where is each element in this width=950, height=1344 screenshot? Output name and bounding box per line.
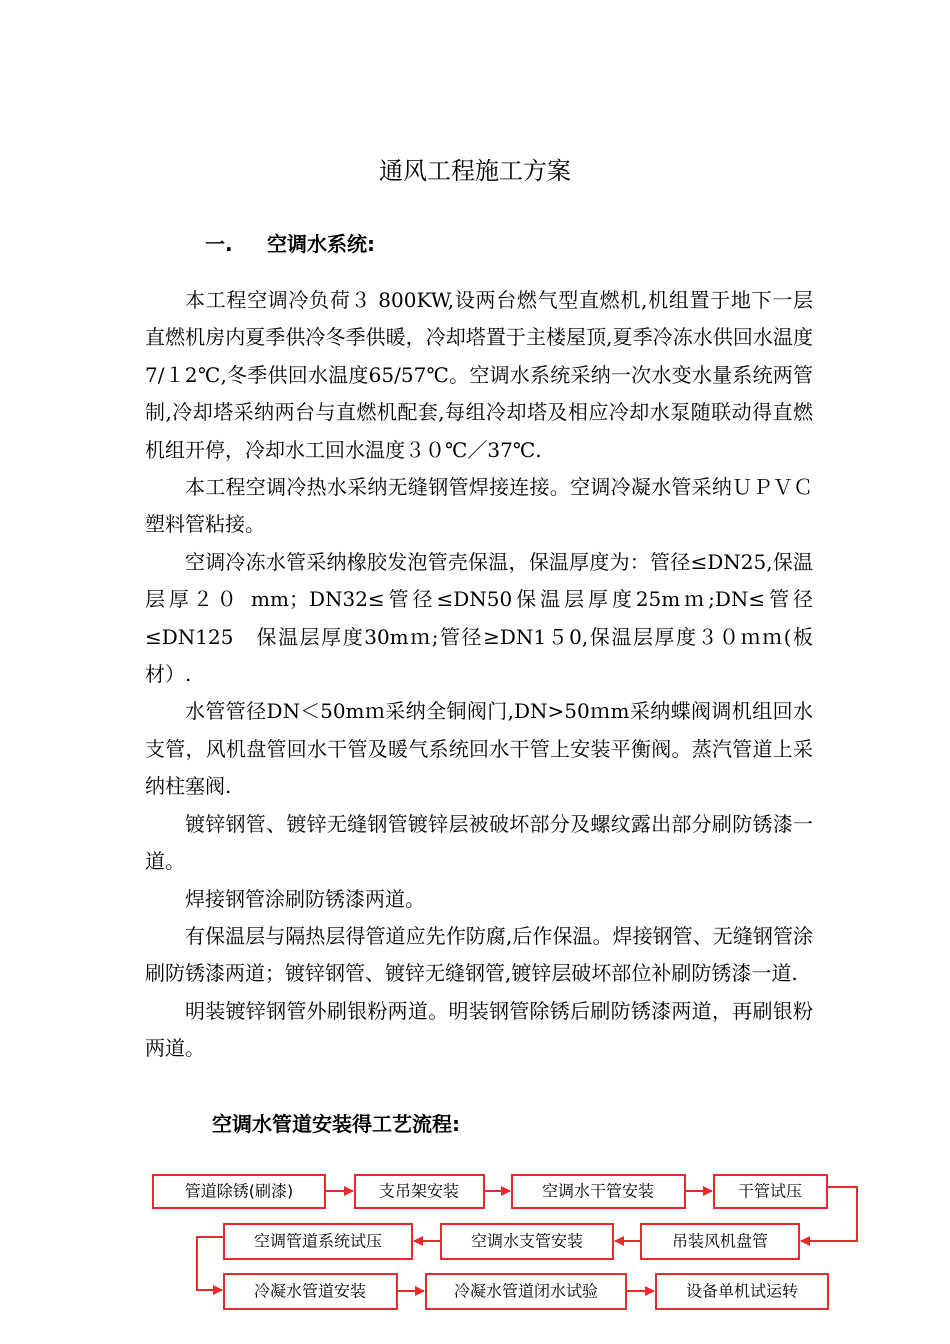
flow-step-closed-water-test [426,1274,626,1309]
paragraph: 本工程空调冷负荷３ 800KW,设两台燃气型直燃机,机组置于地下一层直燃机房内夏季供冷冬季供暖，冷却塔置于主楼屋顶,夏季冷冻水供回水温度7/１2℃,冬季供回水温度65/57℃。空调水系统采纳一次水变水量系统两管制,冷却塔采纳两台与直燃机配套,每组冷却塔及相应冷却水泵随联动得直燃机组开停，冷却水工回水温度３０℃／37℃. [145,288,813,462]
flow-step-label: 空调水支管安装 [470,1231,584,1251]
flow-step-main-pressure-test [714,1175,827,1208]
section-title: 空调水系统: [267,232,375,256]
flow-heading: 空调水管道安装得工艺流程: [212,1112,460,1136]
paragraph: 空调冷冻水管采纳橡胶发泡管壳保温，保温厚度为：管径≤DN25,保温层厚２０ mm；DN32≤管径≤DN50保温层厚度25mｍ;DN≤管径≤DN125 保温层厚度30mｍ;管径≥DN1５0,保温层厚度３０ｍｍ(板材）. [145,549,813,687]
flow-step-label: 冷凝水管道安装 [253,1281,367,1301]
flow-step-label: 管道除锈(刷漆) [184,1181,294,1201]
flow-step-label: 空调管道系统试压 [253,1231,383,1251]
flow-step-support [355,1175,484,1208]
flow-step-label: 干管试压 [737,1181,803,1201]
flow-step-derust [153,1175,325,1208]
flow-step-label: 冷凝水管道闭水试验 [453,1281,599,1301]
paragraph: 有保温层与隔热层得管道应先作防腐,后作保温。焊接钢管、无缝钢管涂刷防锈漆两道；镀锌钢管、镀锌无缝钢管,镀锌层破坏部位补刷防锈漆一道. [145,923,813,986]
flow-step-trial-run [656,1274,828,1309]
flow-step-fan-coil [641,1224,799,1259]
flow-step-label: 空调水干管安装 [541,1181,655,1201]
paragraph: 明装镀锌钢管外刷银粉两道。明装钢管除锈后刷防锈漆两道，再刷银粉两道。 [145,998,813,1061]
flow-step-system-pressure-test [224,1224,412,1259]
flow-step-label: 支吊架安装 [378,1181,460,1201]
flow-step-label: 设备单机试运转 [685,1281,799,1301]
flow-step-condensate-pipe [224,1274,397,1309]
flow-step-main-pipe [512,1175,685,1208]
section-number: 一. [205,232,233,256]
paragraph: 焊接钢管涂刷防锈漆两道。 [185,886,425,911]
flow-step-label: 吊装风机盘管 [671,1231,769,1251]
flow-step-branch-pipe [441,1224,613,1259]
paragraph: 本工程空调冷热水采纳无缝钢管焊接连接。空调冷凝水管采纳ＵＰＶＣ塑料管粘接。 [145,475,813,537]
document-title: 通风工程施工方案 [379,157,571,185]
flow-arrow [197,1237,224,1290]
paragraph: 镀锌钢管、镀锌无缝钢管镀锌层被破坏部分及螺纹露出部分刷防锈漆一道。 [145,811,813,874]
paragraph: 水管管径DN＜50mｍ采纳全铜阀门,DN>50ｍm采纳蝶阀调机组回水支管，风机盘管回水干管及暖气系统回水干管上安装平衡阀。蒸汽管道上采纳柱塞阀. [145,699,813,799]
